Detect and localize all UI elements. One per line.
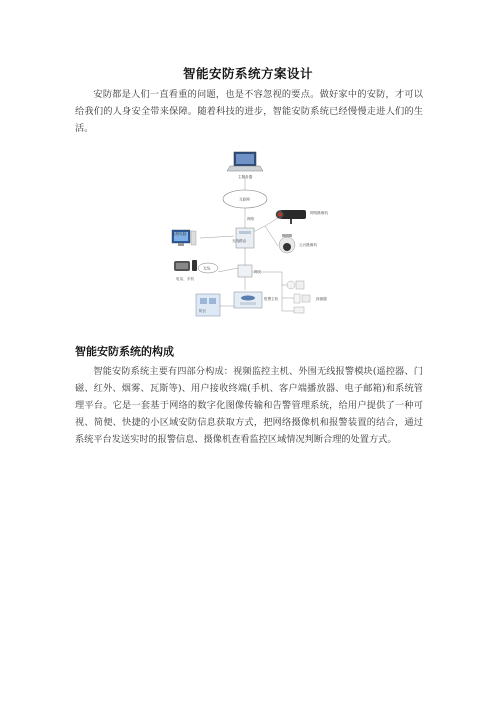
internet-cloud-icon (223, 190, 267, 208)
pc-icon (172, 230, 196, 246)
wireless-link-icon (198, 263, 218, 273)
phone-icon (174, 260, 197, 281)
system-diagram (160, 148, 340, 328)
label-network: 网络 (247, 217, 255, 221)
gateway-icon (238, 265, 262, 277)
label-gateway: 网关 (254, 270, 262, 274)
label-guard: 防区 (199, 309, 207, 313)
label-pc: 远程电脑 (172, 232, 187, 236)
label-sensors: 探测器 (316, 297, 327, 301)
label-wireless: 无线 (203, 266, 211, 271)
intro-paragraph: 安防都是人们一直看重的问题，也是不容忽视的要点。做好家中的安防，才可以给我们的人身安全带来保障。随着科技的进步，智能安防系统已经慢慢走进人们的生活。 (75, 89, 423, 134)
document-title: 智能安防系统方案设计 (182, 66, 313, 81)
label-camera: 网络摄像机 (310, 211, 328, 215)
section-paragraph: 智能安防系统主要有四部分构成：视频监控主机、外围无线报警模块(遥控器、门磁、红外、烟雾、瓦斯等)、用户接收终端(手机、客户端播放器、电子邮箱)和系统管理平台。它是一套基于网络的数字化图像传输和告警管理系统，给用户提供了一种可视、简便、快捷的小区域安防信息获取方式，把网络摄像机和报警装置的结合，通过系统平台发送实时的报警信息、摄像机查看监控区域情况判断合理的处置方式。 (75, 366, 423, 445)
section-heading: 智能安防系统的构成 (75, 345, 174, 358)
alarm-host-icon (234, 292, 279, 308)
label-server: 主服务器 (238, 175, 253, 179)
dome-camera-icon (279, 234, 317, 253)
system-diagram-svg (160, 148, 340, 328)
label-router: 无线路由 (232, 239, 247, 243)
network-camera-icon (276, 210, 328, 224)
label-dome: 云台摄像机 (299, 243, 317, 247)
router-icon (232, 228, 254, 248)
label-internet: 互联网 (239, 197, 250, 202)
server-icon (227, 152, 263, 179)
label-phone: 电话、手机 (176, 277, 194, 281)
sensor-icons (287, 281, 327, 313)
zone-panel-icon (196, 294, 220, 316)
label-host: 报警主机 (264, 297, 279, 301)
